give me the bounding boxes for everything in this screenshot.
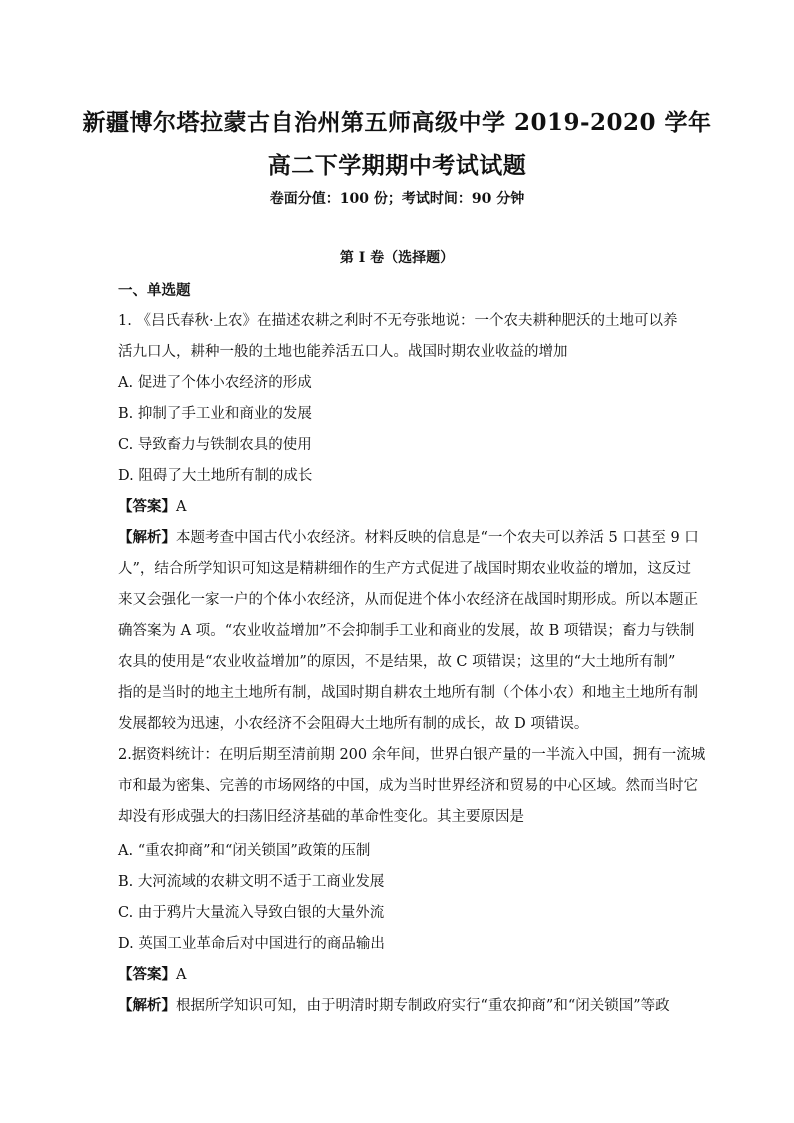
q2-answer-label: 【答案】 — [118, 966, 176, 983]
q2-answer-value: A — [176, 967, 187, 983]
q2-analysis-line1 — [118, 996, 670, 1016]
q2-analysis-label: 【解析】 — [118, 997, 176, 1014]
q1-analysis-line1 — [118, 528, 699, 548]
q1-analysis-line7: 发展都较为迅速，小农经济不会阻碍大土地所有制的成长，故 D 项错误。 — [118, 716, 589, 732]
q1-analysis-line2: 人”，结合所学知识可知这是精耕细作的生产方式促进了战国时期农业收益的增加，这反过 — [118, 561, 691, 577]
q1-option-d: D. 阻碍了大土地所有制的成长 — [118, 468, 313, 484]
q1-answer — [118, 497, 186, 517]
part-title: 一、单选题 — [118, 282, 191, 299]
q1-stem-line2: 活九口人，耕种一般的土地也能养活五口人。战国时期农业收益的增加 — [118, 344, 568, 360]
q2-stem-line1: 2.据资料统计：在明后期至清前期 200 余年间，世界白银产量的一半流入中国，拥有一流城 — [118, 747, 706, 763]
q2-option-b: B. 大河流域的农耕文明不适于工商业发展 — [118, 874, 385, 890]
q1-analysis-text1: 本题考查中国古代小农经济。材料反映的信息是“一个农夫可以养活 5 口甚至 9 口 — [176, 530, 699, 546]
document-title-line2: 高二下学期期中考试试题 — [267, 152, 527, 179]
q1-analysis-line5: 农具的使用是“农业收益增加”的原因，不是结果，故 C 项错误；这里的“大土地所有制” — [118, 654, 676, 670]
q2-option-a: A. “重农抑商”和“闭关锁国”政策的压制 — [118, 843, 371, 859]
q2-option-c: C. 由于鸦片大量流入导致白银的大量外流 — [118, 905, 385, 921]
q1-option-b: B. 抑制了手工业和商业的发展 — [118, 406, 312, 422]
q1-stem-line1: 1. 《吕氏春秋·上农》在描述农耕之利时不无夸张地说：一个农夫耕种肥沃的土地可以养 — [118, 313, 678, 329]
exam-info: 卷面分值：100 份；考试时间：90 分钟 — [269, 191, 525, 207]
q1-analysis-line3: 来又会强化一家一户的个体小农经济，从而促进个体小农经济在战国时期形成。所以本题正 — [118, 592, 698, 608]
q1-analysis-line4: 确答案为 A 项。“农业收益增加”不会抑制手工业和商业的发展，故 B 项错误；畜力与铁制 — [118, 623, 695, 639]
q1-analysis-label: 【解析】 — [118, 529, 176, 546]
q1-option-c: C. 导致畜力与铁制农具的使用 — [118, 437, 312, 453]
q1-answer-value: A — [176, 499, 187, 515]
q1-option-a: A. 促进了个体小农经济的形成 — [118, 375, 312, 391]
q1-analysis-line6: 指的是当时的地主土地所有制，战国时期自耕农土地所有制（个体小农）和地主土地所有制 — [118, 685, 698, 701]
q1-answer-label: 【答案】 — [118, 498, 176, 515]
q2-stem-line3: 却没有形成强大的扫荡旧经济基础的革命性变化。其主要原因是 — [118, 809, 524, 825]
section-title: 第 I 卷（选择题） — [339, 250, 455, 266]
document-title-line1: 新疆博尔塔拉蒙古自治州第五师高级中学 2019-2020 学年 — [82, 109, 712, 136]
q2-stem-line2: 市和最为密集、完善的市场网络的中国，成为当时世界经济和贸易的中心区域。然而当时它 — [118, 778, 698, 794]
q2-analysis-text1: 根据所学知识可知，由于明清时期专制政府实行“重农抑商”和“闭关锁国”等政 — [176, 998, 670, 1014]
q2-option-d: D. 英国工业革命后对中国进行的商品输出 — [118, 936, 385, 952]
q2-answer — [118, 965, 186, 985]
